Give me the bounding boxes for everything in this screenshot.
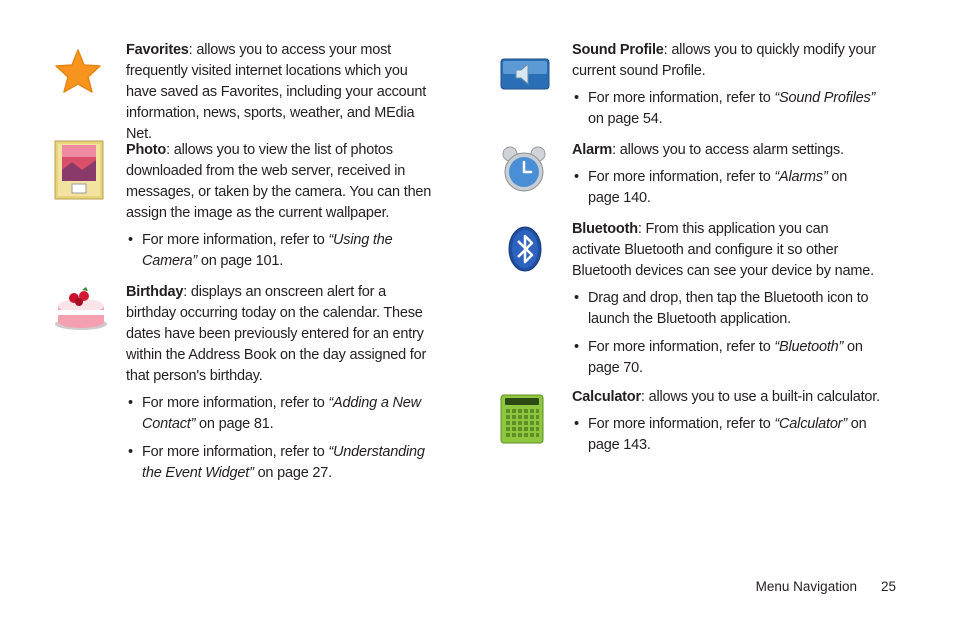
photo-icon xyxy=(54,140,104,205)
sound-profile-term: Sound Profile xyxy=(572,42,664,58)
bullet-page: on page 70. xyxy=(588,339,863,376)
photo-text: : allows you to view the list of photos downloaded from the web server, received in messages, or taken by the camera. You can then assign the image as the current wallpaper. xyxy=(126,142,432,221)
bullet-ref: “Adding a New Contact” xyxy=(142,395,421,432)
bluetooth-text: : From this application you can activate Bluetooth and configure it so other Bluetooth devices can see your device by name. xyxy=(572,221,874,279)
alarm-description xyxy=(572,140,880,161)
photo-term: Photo xyxy=(126,142,167,158)
bullet-page: on page 143. xyxy=(588,416,867,453)
sound-profile-text: : allows you to quickly modify your current sound Profile. xyxy=(572,42,876,79)
bullet-text: For more information, refer to xyxy=(588,90,775,106)
left-column xyxy=(54,40,434,484)
bullet-text: For more information, refer to xyxy=(142,232,329,248)
bluetooth-description xyxy=(572,219,880,282)
bullet-text: For more information, refer to xyxy=(142,395,329,411)
photo-entry xyxy=(54,140,434,282)
bullet-page: on page 54. xyxy=(588,111,663,127)
favorites-text: : allows you to access your most frequently visited internet locations which you have saved as Favorites, including your account information, news, sports, weather, and MEdia Net. xyxy=(126,42,427,142)
speaker-icon xyxy=(500,58,550,95)
bullet-ref: “Bluetooth” xyxy=(774,339,844,355)
bullet-text: For more information, refer to xyxy=(588,339,775,355)
birthday-bullet-1 xyxy=(126,393,434,435)
right-column xyxy=(500,40,880,456)
birthday-bullet-2 xyxy=(126,442,434,484)
bullet-ref: “Calculator” xyxy=(774,416,847,432)
alarm-bullet-1 xyxy=(572,167,880,209)
bullet-text: For more information, refer to xyxy=(142,444,329,460)
page-footer xyxy=(0,579,896,594)
photo-description xyxy=(126,140,434,224)
footer-section-title: Menu Navigation xyxy=(755,579,857,594)
cake-icon xyxy=(54,284,108,337)
alarm-text: : allows you to access alarm settings. xyxy=(612,142,844,158)
calculator-bullet-1 xyxy=(572,414,880,456)
alarm-clock-icon xyxy=(500,146,548,197)
birthday-term: Birthday xyxy=(126,284,184,300)
star-icon xyxy=(54,48,102,99)
sound-profile-description xyxy=(572,40,880,82)
birthday-description xyxy=(126,282,434,387)
birthday-entry xyxy=(54,282,434,484)
bluetooth-bullet-2 xyxy=(572,337,880,379)
bullet-page: on page 81. xyxy=(195,416,274,432)
bullet-page: on page 140. xyxy=(588,169,848,206)
bullet-text: Drag and drop, then tap the Bluetooth icon to launch the Bluetooth application. xyxy=(588,290,869,327)
calculator-term: Calculator xyxy=(572,389,641,405)
sound-profile-entry xyxy=(500,40,880,140)
calculator-entry xyxy=(500,387,880,456)
calculator-text: : allows you to use a built-in calculator. xyxy=(640,389,880,405)
page-number: 25 xyxy=(880,579,896,594)
bluetooth-term: Bluetooth xyxy=(572,221,638,237)
bluetooth-bullet-1 xyxy=(572,288,880,330)
bullet-text: For more information, refer to xyxy=(588,416,775,432)
calculator-icon xyxy=(500,394,544,449)
alarm-term: Alarm xyxy=(572,142,613,158)
calculator-description xyxy=(572,387,880,408)
bullet-ref: “Sound Profiles” xyxy=(774,90,876,106)
photo-bullet-1 xyxy=(126,230,434,272)
bluetooth-entry xyxy=(500,219,880,387)
favorites-term: Favorites xyxy=(126,42,189,58)
sound-profile-bullet-1 xyxy=(572,88,880,130)
favorites-description xyxy=(126,40,434,145)
bullet-ref: “Alarms” xyxy=(774,169,828,185)
bluetooth-icon xyxy=(500,224,550,279)
bullet-page: on page 27. xyxy=(253,465,332,481)
bullet-ref: “Using the Camera” xyxy=(142,232,393,269)
bullet-text: For more information, refer to xyxy=(588,169,775,185)
alarm-entry xyxy=(500,140,880,219)
favorites-entry xyxy=(54,40,434,140)
bullet-page: on page 101. xyxy=(197,253,284,269)
bullet-ref: “Understanding the Event Widget” xyxy=(142,444,425,481)
birthday-text: : displays an onscreen alert for a birthday occurring today on the calendar. These dates have been previously entered for an entry within the Address Book on the day assigned for that person's birthday. xyxy=(126,284,427,384)
